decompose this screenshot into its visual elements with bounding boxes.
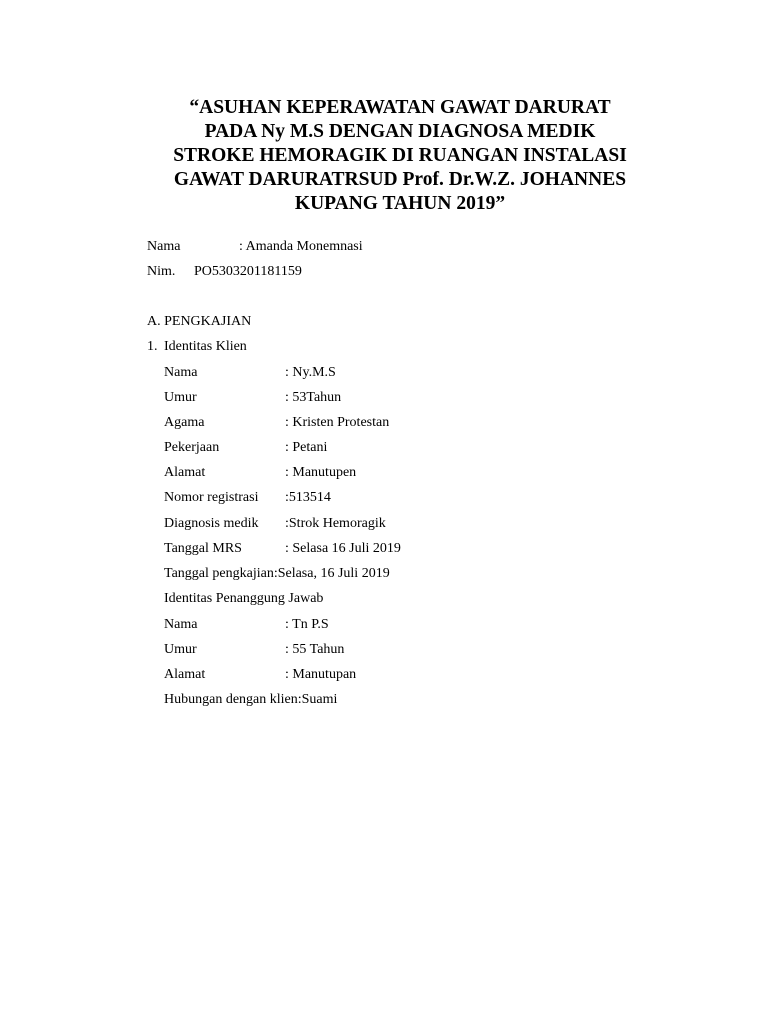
author-nim-value: PO5303201181159 bbox=[194, 264, 302, 279]
subsection-title: Identitas Klien bbox=[164, 339, 247, 354]
title-line-4: GAWAT DARURATRSUD Prof. Dr.W.Z. JOHANNES bbox=[173, 169, 627, 190]
field-value: : Selasa 16 Juli 2019 bbox=[285, 541, 401, 556]
field-value: : Kristen Protestan bbox=[285, 415, 390, 430]
field-label: Pekerjaan bbox=[164, 440, 220, 455]
field-value: : Ny.M.S bbox=[285, 365, 336, 380]
field-label: Diagnosis medik bbox=[164, 516, 259, 531]
field-label: Umur bbox=[164, 642, 197, 657]
field-label: Nomor registrasi bbox=[164, 490, 259, 505]
field-value: :Strok Hemoragik bbox=[285, 516, 386, 531]
field-value: : Petani bbox=[285, 440, 328, 455]
field-label: Nama bbox=[164, 617, 198, 632]
author-name-value: : Amanda Monemnasi bbox=[239, 239, 363, 254]
title-line-3: STROKE HEMORAGIK DI RUANGAN INSTALASI bbox=[173, 145, 627, 166]
title-line-2: PADA Ny M.S DENGAN DIAGNOSA MEDIK bbox=[204, 121, 596, 142]
author-name-label: Nama bbox=[147, 239, 181, 254]
field-label: Tanggal MRS bbox=[164, 541, 242, 556]
field-value: : Manutupen bbox=[285, 465, 357, 480]
field-label: Umur bbox=[164, 390, 197, 405]
field-label: Alamat bbox=[164, 465, 206, 480]
field-value: :513514 bbox=[285, 490, 331, 505]
field-value: : Tn P.S bbox=[285, 617, 329, 632]
field-value: : 53Tahun bbox=[285, 390, 342, 405]
author-nim-label: Nim. bbox=[147, 264, 176, 279]
penanggung-jawab-heading: Identitas Penanggung Jawab bbox=[164, 591, 324, 606]
field-value: : Manutupan bbox=[285, 667, 357, 682]
field-value: : 55 Tahun bbox=[285, 642, 345, 657]
field-label: Alamat bbox=[164, 667, 206, 682]
subsection-number: 1. bbox=[147, 339, 158, 354]
title-line-5: KUPANG TAHUN 2019” bbox=[294, 193, 506, 214]
section-heading: A. PENGKAJIAN bbox=[147, 314, 252, 329]
document-title bbox=[0, 96, 768, 216]
hubungan-row: Hubungan dengan klien:Suami bbox=[164, 692, 338, 707]
field-label: Nama bbox=[164, 365, 198, 380]
tanggal-pengkajian-row: Tanggal pengkajian:Selasa, 16 Juli 2019 bbox=[164, 566, 390, 581]
title-line-1: “ASUHAN KEPERAWATAN GAWAT DARURAT bbox=[189, 97, 611, 118]
field-label: Agama bbox=[164, 415, 205, 430]
